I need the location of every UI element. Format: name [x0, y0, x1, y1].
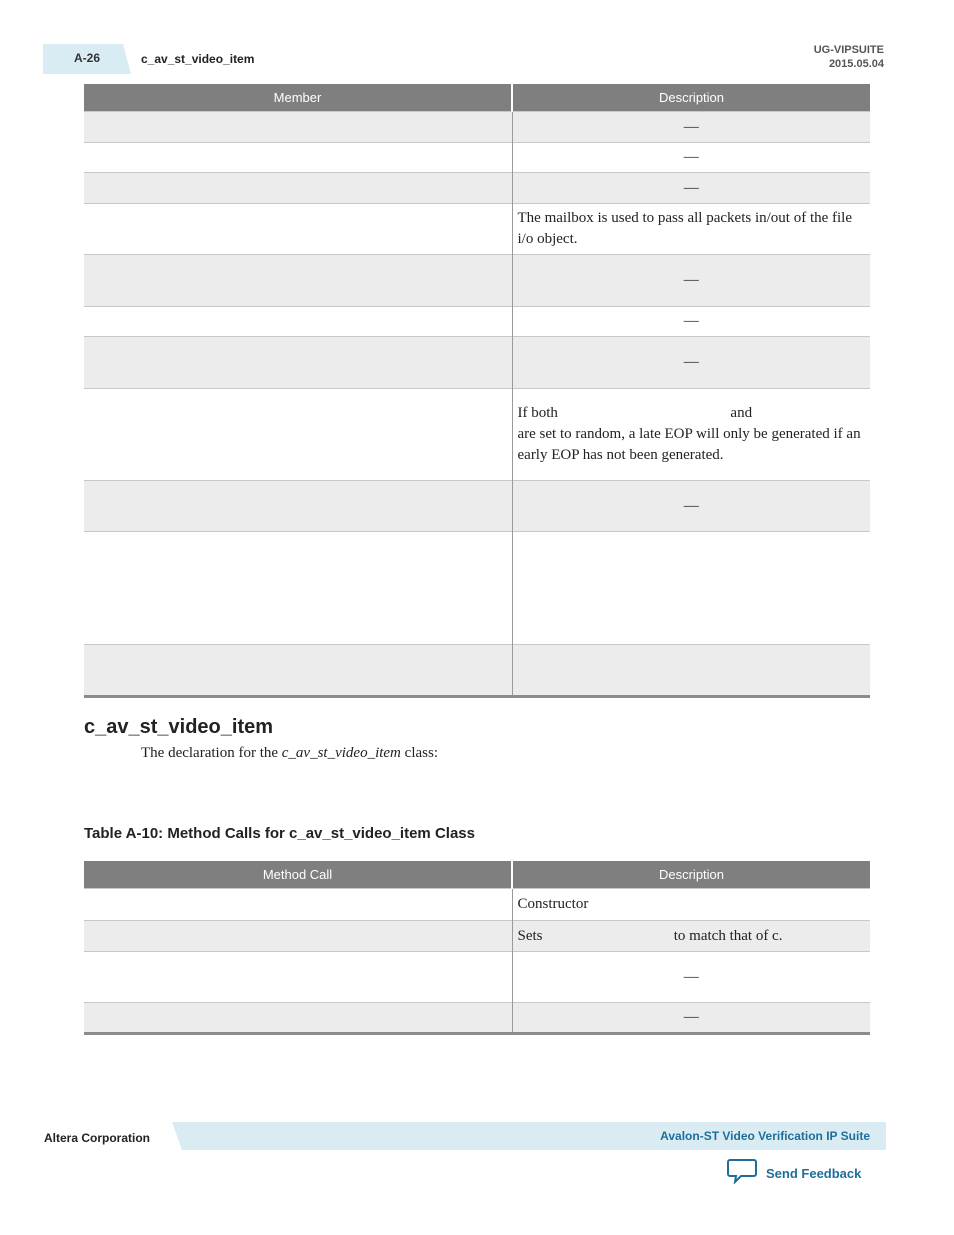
- member-cell: [84, 173, 512, 204]
- member-cell: [84, 112, 512, 143]
- method-call-table: [84, 861, 870, 1035]
- method-call-cell: [84, 952, 512, 1003]
- description-cell: [512, 645, 870, 697]
- running-header-title: c_av_st_video_item: [141, 52, 255, 66]
- table-row: [84, 204, 870, 255]
- description-cell: —: [512, 307, 870, 337]
- description-cell: [512, 532, 870, 645]
- member-table: [84, 84, 884, 698]
- page-number: A-26: [74, 51, 101, 65]
- description-cell: Constructor: [512, 889, 870, 921]
- section-body-text: [141, 745, 438, 762]
- table-row: [84, 112, 870, 143]
- section-body-suffix: class:: [400, 745, 438, 761]
- table-row: [84, 1003, 870, 1034]
- description-cell: —: [512, 952, 870, 1003]
- speech-bubble-icon: [727, 1158, 757, 1189]
- table-row: [84, 143, 870, 173]
- document-id-block: [814, 43, 884, 71]
- class-name-italic: c_av_st_video_item: [281, 745, 401, 761]
- description-cell: —: [512, 143, 870, 173]
- method-call-cell: [84, 889, 512, 921]
- table-caption: Table A-10: Method Calls for c_av_st_video_item Class: [84, 825, 475, 842]
- description-cell: —: [512, 481, 870, 532]
- table-row: [84, 481, 870, 532]
- footer-company: Altera Corporation: [44, 1131, 151, 1145]
- member-cell: [84, 645, 512, 697]
- table-row: [84, 173, 870, 204]
- description-cell: —: [512, 112, 870, 143]
- column-header-method-call: Method Call: [84, 861, 512, 889]
- member-cell: [84, 143, 512, 173]
- description-cell: —: [512, 173, 870, 204]
- document-id: UG-VIPSUITE: [813, 44, 884, 56]
- member-cell: [84, 255, 512, 307]
- table-row: [84, 921, 870, 952]
- table-row: [84, 532, 870, 645]
- send-feedback-label: Send Feedback: [766, 1166, 862, 1181]
- description-cell: —: [512, 255, 870, 307]
- description-cell: —: [512, 1003, 870, 1034]
- table-row: [84, 307, 870, 337]
- table-row: [84, 645, 870, 697]
- document-date: 2015.05.04: [828, 58, 884, 70]
- member-cell: [84, 532, 512, 645]
- table-row: [84, 889, 870, 921]
- method-call-cell: [84, 921, 512, 952]
- table-row: [84, 337, 870, 389]
- description-cell: —: [512, 337, 870, 389]
- table-row: [84, 255, 870, 307]
- table-row: [84, 389, 870, 481]
- member-cell: [84, 204, 512, 255]
- table-row: [84, 952, 870, 1003]
- description-cell: The mailbox is used to pass all packets in/out of the file i/o object.: [512, 204, 870, 255]
- description-cell: Sets to match that of c.: [512, 921, 870, 952]
- footer-doc-title[interactable]: Avalon-ST Video Verification IP Suite: [660, 1129, 870, 1143]
- description-cell: If both and are set to random, a late EOP will only be generated if an early EOP has not been generated.: [512, 389, 870, 481]
- section-heading: c_av_st_video_item: [84, 716, 274, 738]
- column-header-member: Member: [84, 84, 512, 112]
- member-cell: [84, 389, 512, 481]
- column-header-description: Description: [512, 861, 870, 889]
- section-body-prefix: The declaration for the: [141, 745, 282, 761]
- member-cell: [84, 337, 512, 389]
- member-cell: [84, 481, 512, 532]
- column-header-description: Description: [512, 84, 870, 112]
- send-feedback-link[interactable]: [727, 1158, 861, 1189]
- method-call-cell: [84, 1003, 512, 1034]
- member-cell: [84, 307, 512, 337]
